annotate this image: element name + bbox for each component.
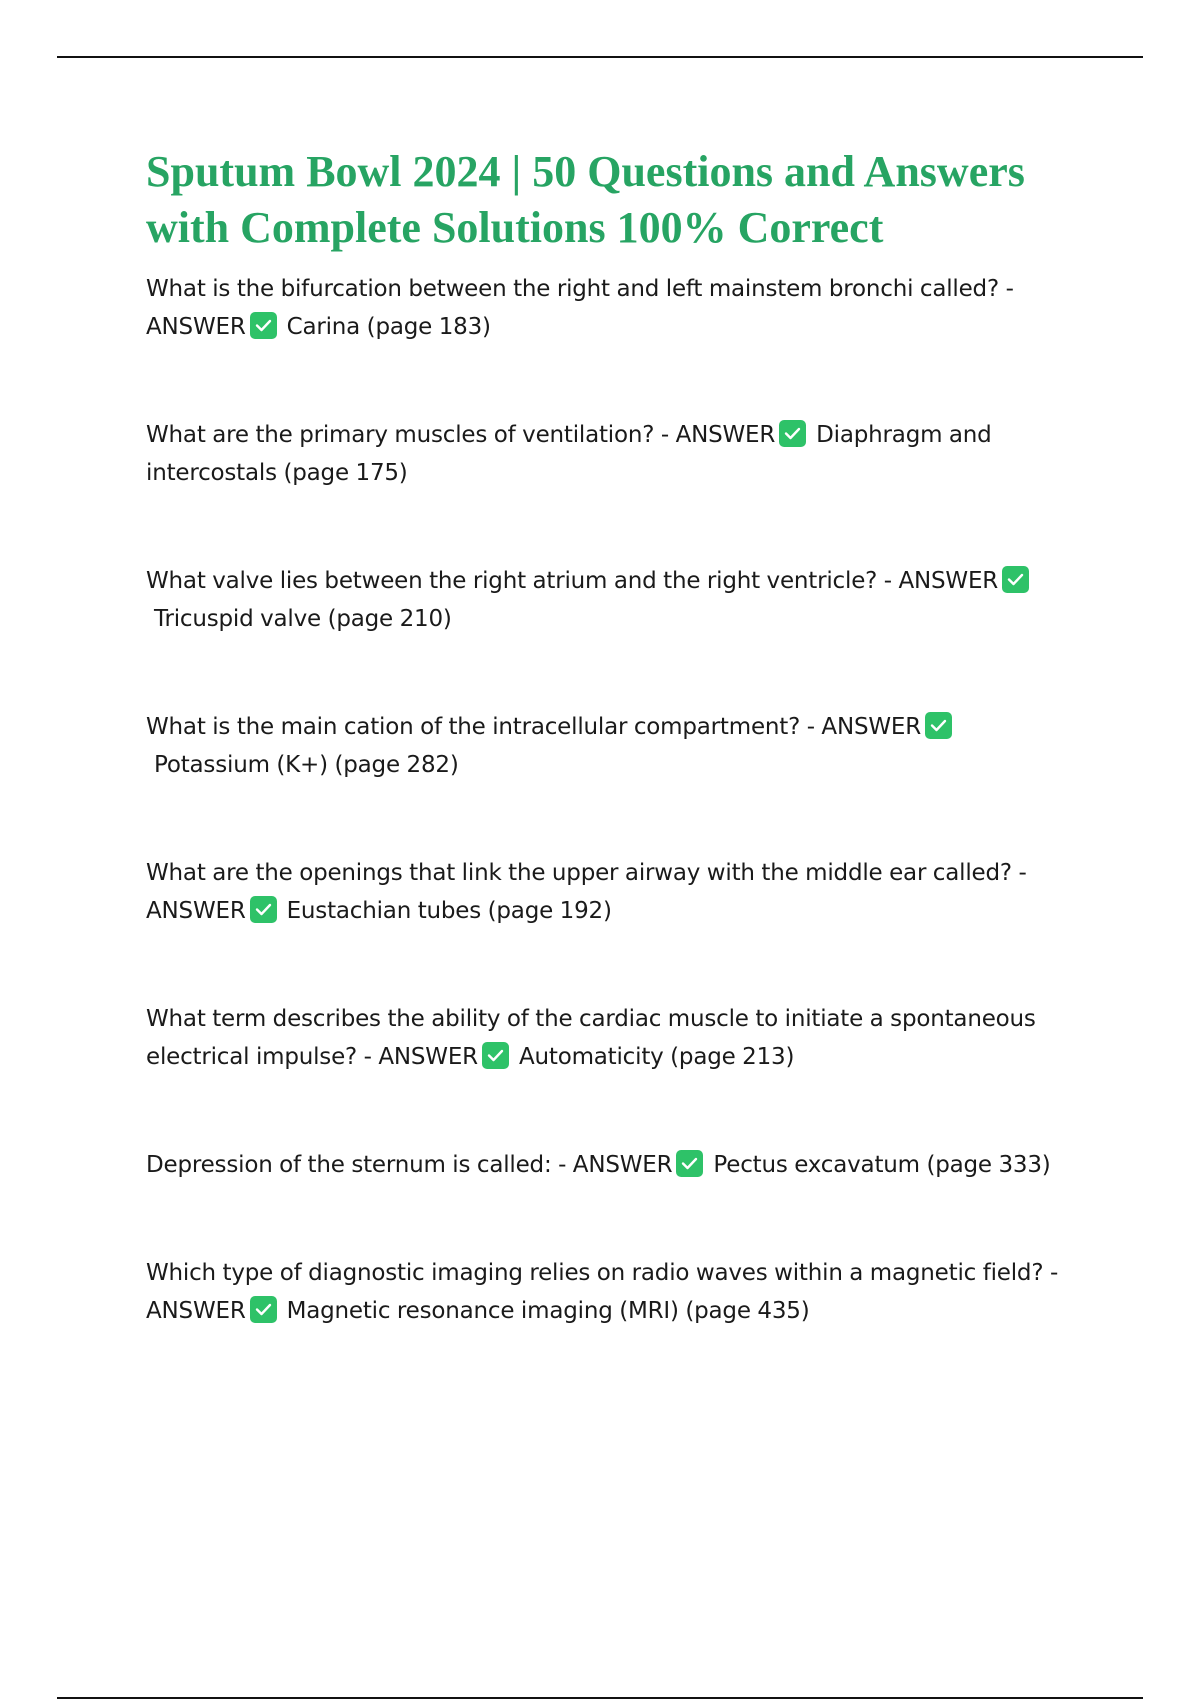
qa-item (146, 270, 1076, 346)
question-text: What are the primary muscles of ventilation? - ANSWER (146, 422, 776, 448)
question-text: What is the bifurcation between the right and left mainstem bronchi called? - ANSWER (146, 276, 1014, 340)
qa-item (146, 562, 1076, 638)
top-rule (57, 56, 1143, 58)
answer-text: Magnetic resonance imaging (MRI) (page 435) (286, 1298, 810, 1324)
qa-item (146, 1146, 1076, 1184)
check-box-icon (250, 1296, 277, 1323)
qa-item (146, 708, 1076, 784)
answer-text: Automaticity (page 213) (518, 1044, 795, 1070)
answer-text: Eustachian tubes (page 192) (286, 898, 612, 924)
check-box-icon (250, 312, 277, 339)
answer-text: Carina (page 183) (286, 314, 491, 340)
qa-item (146, 1000, 1076, 1076)
answer-text: Tricuspid valve (page 210) (154, 606, 452, 632)
question-text: Which type of diagnostic imaging relies on radio waves within a magnetic field? - ANSWER (146, 1260, 1059, 1324)
answer-text: Potassium (K+) (page 282) (154, 752, 459, 778)
answer-text: Diaphragm and intercostals (page 175) (146, 422, 992, 486)
answer-text: Pectus excavatum (page 333) (713, 1152, 1051, 1178)
document-title: Sputum Bowl 2024 | 50 Questions and Answers with Complete Solutions 100% Correct (146, 147, 1025, 252)
check-box-icon (676, 1150, 703, 1177)
qa-item (146, 854, 1076, 930)
check-box-icon (1002, 566, 1029, 593)
document-body (146, 144, 1076, 1330)
check-box-icon (925, 712, 952, 739)
check-box-icon (779, 420, 806, 447)
check-box-icon (250, 896, 277, 923)
check-box-icon (482, 1042, 509, 1069)
question-text: What is the main cation of the intracellular compartment? - ANSWER (146, 714, 922, 740)
question-text: What are the openings that link the upper airway with the middle ear called? - ANSWER (146, 860, 1027, 924)
qa-item (146, 1254, 1076, 1330)
qa-item (146, 416, 1076, 492)
question-text: What term describes the ability of the cardiac muscle to initiate a spontaneous electrical impulse? - ANSWER (146, 1006, 1036, 1070)
bottom-rule (57, 1697, 1143, 1699)
question-text: What valve lies between the right atrium and the right ventricle? - ANSWER (146, 568, 999, 594)
question-text: Depression of the sternum is called: - ANSWER (146, 1152, 673, 1178)
